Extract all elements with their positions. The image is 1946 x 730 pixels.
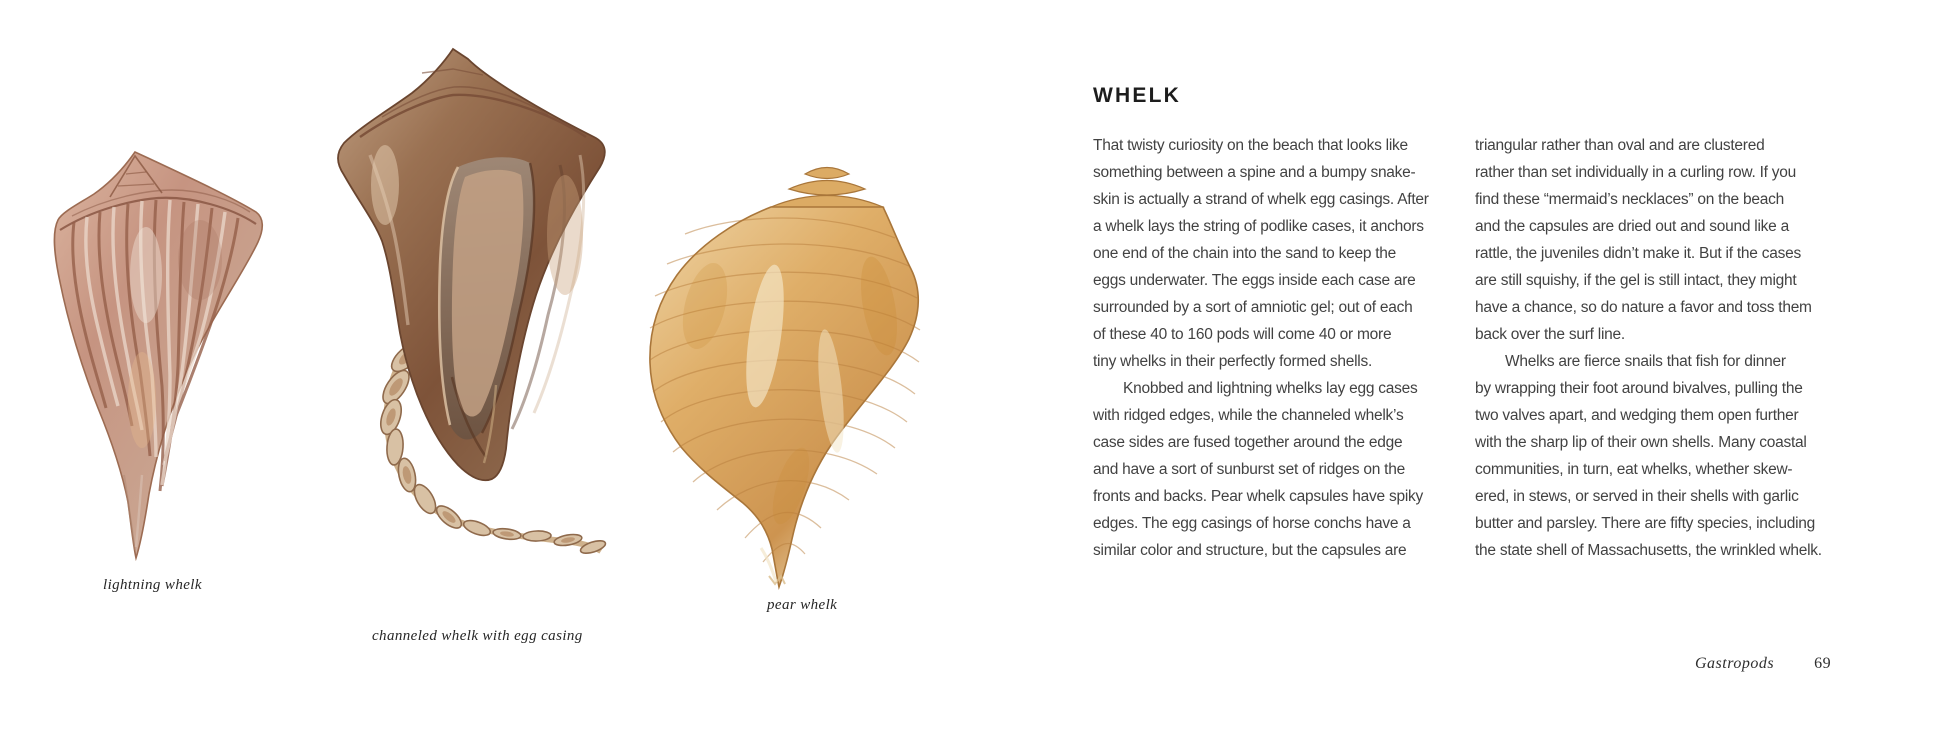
lightning-whelk-art [50,145,270,570]
body-text-line: with ridged edges, while the channeled whelk’s [1093,407,1404,424]
body-text-line: one end of the chain into the sand to keep the [1093,245,1397,262]
body-text-line: a whelk lays the string of podlike cases, it anchors [1093,218,1424,235]
body-text-line: surrounded by a sort of amniotic gel; out of each [1093,299,1413,316]
body-text-line: tiny whelks in their perfectly formed shells. [1093,353,1373,370]
text-column-1 [1093,132,1485,564]
body-text-line: have a chance, so do nature a favor and toss them [1475,299,1812,316]
lightning-whelk-body [54,152,262,558]
body-text-line: ered, in stews, or served in their shells with garlic [1475,488,1799,505]
body-text-line: find these “mermaid’s necklaces” on the beach [1475,191,1784,208]
body-text-line: back over the surf line. [1475,326,1625,343]
body-text-line: butter and parsley. There are fifty species, including [1475,515,1816,532]
page-footer [1695,655,1831,673]
channeled-whelk-art [325,45,625,620]
body-text-line: That twisty curiosity on the beach that looks like [1093,137,1408,154]
body-text-line: case sides are fused together around the edge [1093,434,1403,451]
body-text-line: rattle, the juveniles didn’t make it. But if the cases [1475,245,1801,262]
body-text-line: similar color and structure, but the capsules are [1093,542,1407,559]
body-text-line: eggs underwater. The eggs inside each case are [1093,272,1416,289]
body-text-line: of these 40 to 160 pods will come 40 or more [1093,326,1392,343]
caption-channeled-whelk: channeled whelk with egg casing [372,628,583,644]
text-column-2 [1475,132,1867,564]
body-text-line: are still squishy, if the gel is still intact, they might [1475,272,1797,289]
pear-whelk-body [650,168,920,588]
pear-whelk-illustration [643,156,923,592]
body-text-line: rather than set individually in a curling row. If you [1475,164,1797,181]
body-text-line: and have a sort of sunburst set of ridges on the [1093,461,1405,478]
body-text-line: skin is actually a strand of whelk egg casings. After [1093,191,1429,208]
caption-lightning-whelk: lightning whelk [103,577,202,593]
pear-whelk-art [643,156,923,592]
lightning-whelk-illustration [50,145,270,570]
channeled-whelk-illustration [325,45,625,620]
body-text-line: by wrapping their foot around bivalves, pulling the [1475,380,1803,397]
footer-section-label: Gastropods [1695,655,1775,672]
body-text-line: triangular rather than oval and are clustered [1475,137,1765,154]
page-number: 69 [1814,655,1832,672]
body-text-line: and the capsules are dried out and sound like a [1475,218,1789,235]
body-text-line: fronts and backs. Pear whelk capsules have spiky [1093,488,1424,505]
body-text-line: two valves apart, and wedging them open further [1475,407,1799,424]
body-text-line: the state shell of Massachusetts, the wrinkled whelk. [1475,542,1822,559]
page-title: WHELK [1093,84,1181,107]
body-text-line: something between a spine and a bumpy snake- [1093,164,1416,181]
channeled-whelk-body [338,49,605,480]
body-text-line: edges. The egg casings of horse conchs have a [1093,515,1411,532]
body-text-line: Whelks are fierce snails that fish for dinner [1505,353,1786,370]
body-text-line: communities, in turn, eat whelks, whether skew- [1475,461,1793,478]
body-text-line: Knobbed and lightning whelks lay egg cases [1123,380,1418,397]
body-text-line: with the sharp lip of their own shells. Many coastal [1475,434,1807,451]
caption-pear-whelk: pear whelk [767,597,838,613]
